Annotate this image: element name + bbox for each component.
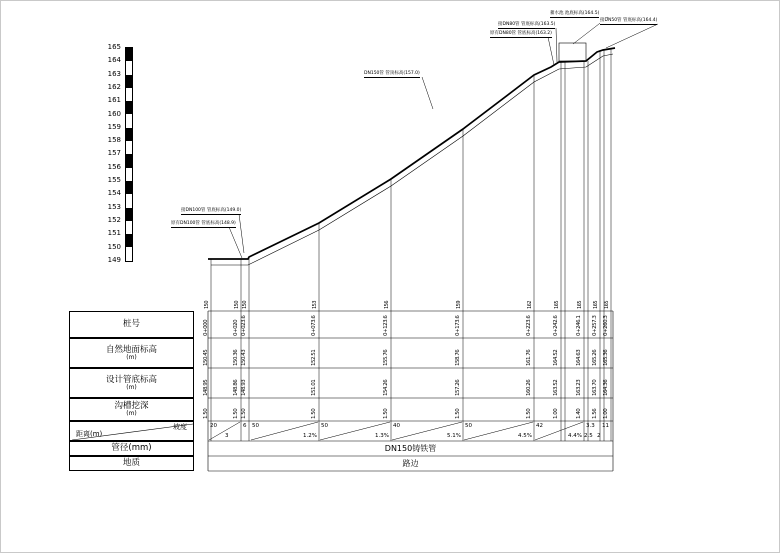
scale-bar-body (125, 47, 133, 262)
scale-bar-segment (126, 88, 132, 101)
trench-depth-value: 1.50 (455, 408, 461, 419)
station-mark: 159 (456, 300, 462, 309)
slope-value: 1.3% (375, 433, 389, 439)
scale-bar-segment (126, 194, 132, 207)
scale-tick-label: 160 (107, 109, 121, 118)
leader-annotation: DN150管 管顶标高(157.0) (364, 71, 420, 76)
scale-bar-segment (126, 128, 132, 141)
pipe-elevation-value: 163.52 (553, 379, 559, 396)
ground-elevation-value: 150.43 (241, 349, 247, 366)
ground-elevation-value: 164.63 (576, 349, 582, 366)
header-label: 设计管底标高 (105, 374, 157, 385)
pipe-elevation-value: 157.26 (455, 379, 461, 396)
trench-depth-value: 1.40 (576, 408, 582, 419)
slope-value: 3 (225, 433, 229, 439)
station-mark: 165 (577, 300, 583, 309)
leader-line (556, 28, 557, 62)
station-mark: 165 (554, 300, 560, 309)
station-mark: 162 (527, 300, 533, 309)
pipe-elevation-value: 163.70 (592, 379, 598, 396)
station-chainage: 0+223.6 (526, 315, 532, 336)
scale-tick-label: 153 (107, 202, 121, 211)
scale-bar-segment (126, 101, 132, 114)
scale-bar-segment (126, 221, 132, 234)
scale-tick-label: 152 (107, 215, 121, 224)
scale-tick-label: 157 (107, 149, 121, 158)
station-chainage: 0+246.1 (576, 315, 582, 336)
trench-depth-value: 1.50 (233, 408, 239, 419)
scale-tick-label: 151 (107, 229, 121, 238)
scale-bar-segment (126, 208, 132, 221)
pipe-elevation-value: 148.95 (203, 379, 209, 396)
station-mark: 156 (384, 300, 390, 309)
leader-line (229, 227, 242, 258)
scale-tick-label: 156 (107, 162, 121, 171)
trench-depth-value: 1.50 (241, 408, 247, 419)
header-label: 沟槽挖深 (114, 401, 149, 411)
scale-bar-segment (126, 248, 132, 261)
ground-elevation-value: 165.26 (592, 349, 598, 366)
station-chainage: 0+020 (233, 319, 239, 336)
station-chainage: 0+242.6 (553, 315, 559, 336)
ground-profile-line (208, 48, 615, 259)
ground-elevation-value: 164.52 (553, 349, 559, 366)
pipe-elevation-value: 151.01 (311, 379, 317, 396)
pipe-elevation-value: 154.26 (383, 379, 389, 396)
station-chainage: 0+257.3 (592, 315, 598, 336)
pipe-elevation-value: 160.26 (526, 379, 532, 396)
scale-tick-label: 159 (107, 122, 121, 131)
ground-elevation-value: 165.36 (603, 349, 609, 366)
leader-annotation: 蓄水池 池底标高(164.5) (550, 11, 600, 16)
ground-elevation-value: 155.76 (383, 349, 389, 366)
station-chainage: 0+173.6 (455, 315, 461, 336)
scale-tick-label: 149 (107, 255, 121, 264)
distance-value: 50 (321, 423, 328, 429)
ground-elevation-value: 158.76 (455, 349, 461, 366)
header-label: 桩号 (122, 319, 140, 329)
slope-value: 4.4% (568, 433, 582, 439)
leader-annotation: 接DN100管 管底标高(149.0) (181, 208, 242, 213)
header-row-3 (69, 398, 194, 421)
scale-tick-label: 164 (107, 56, 121, 65)
scale-tick-label: 154 (107, 189, 121, 198)
header-row-6 (69, 456, 194, 471)
outlet-structure (559, 43, 586, 61)
trench-depth-value: 1.50 (526, 408, 532, 419)
scale-bar-segment (126, 154, 132, 167)
header-distance-label: 距离(m) (76, 430, 103, 438)
station-chainage: 0+073.6 (311, 315, 317, 336)
scale-bar-segment (126, 115, 132, 128)
pipe-elevation-value: 148.86 (233, 379, 239, 396)
distance-value: 11 (602, 423, 609, 429)
pipe-elevation-value: 164.36 (603, 379, 609, 396)
station-mark: 150 (204, 300, 210, 309)
scale-bar-segment (126, 234, 132, 247)
distance-value: 6 (243, 423, 247, 429)
trench-depth-value: 1.00 (603, 408, 609, 419)
slope-value: 1.2% (303, 433, 317, 439)
leader-annotation: 接DN80管 管底标高(163.5) (498, 22, 556, 27)
ground-elevation-value: 150.36 (233, 349, 239, 366)
pipe-elevation-value: 163.23 (576, 379, 582, 396)
scale-bar-segment (126, 181, 132, 194)
station-mark: 165 (604, 300, 610, 309)
trench-depth-value: 1.50 (203, 408, 209, 419)
scale-bar-segment (126, 61, 132, 74)
scale-tick-label: 162 (107, 82, 121, 91)
header-label: 自然地面标高 (105, 344, 157, 355)
leader-line (239, 214, 244, 253)
ground-elevation-value: 161.76 (526, 349, 532, 366)
pipe-profile-line (211, 54, 613, 265)
header-row-0 (69, 311, 194, 338)
leader-line (422, 77, 433, 109)
pipe-spec-cell (208, 442, 613, 455)
scale-bar-segment (126, 141, 132, 154)
scale-tick-label: 163 (107, 69, 121, 78)
scale-bar-segment (126, 168, 132, 181)
distance-value: 20 (210, 423, 217, 429)
header-row-2 (69, 368, 194, 398)
station-chainage: 0+123.6 (383, 315, 389, 336)
leader-annotation: 接DN50管 管底标高(164.4) (600, 18, 658, 23)
header-unit: (m) (126, 383, 137, 391)
station-chainage: 0+260.3 (603, 315, 609, 336)
scale-bar-segment (126, 48, 132, 61)
slope-value: 2 (597, 433, 601, 439)
distance-value: 42 (536, 423, 543, 429)
header-label: 地质 (122, 458, 140, 468)
slope-value: 5.1% (447, 433, 461, 439)
pipe-spec-label: DN150铸铁管 (384, 444, 437, 453)
trench-depth-value: 1.50 (311, 408, 317, 419)
trench-depth-value: 1.50 (383, 408, 389, 419)
header-slope-label: 坡度 (173, 423, 187, 431)
pipe-elevation-value: 148.93 (241, 379, 247, 396)
location-label: 路边 (402, 459, 419, 468)
scale-bar-segment (126, 75, 132, 88)
ground-elevation-value: 150.45 (203, 349, 209, 366)
trench-depth-value: 1.00 (553, 408, 559, 419)
station-mark: 153 (312, 300, 318, 309)
leader-annotation: 原有DN100管 管底标高(148.9) (171, 221, 236, 226)
header-label: 管径(mm) (111, 443, 152, 453)
distance-value: 50 (465, 423, 472, 429)
header-row-5 (69, 441, 194, 456)
scale-tick-label: 158 (107, 136, 121, 145)
leader-annotation: 原有DN80管 管底标高(163.2) (490, 31, 552, 36)
distance-value: 3.3 (586, 423, 595, 429)
scale-tick-label: 150 (107, 242, 121, 251)
station-mark: 150 (242, 300, 248, 309)
station-mark: 150 (234, 300, 240, 309)
leader-line (606, 24, 658, 48)
header-unit: (m) (126, 410, 137, 417)
scale-tick-label: 155 (107, 176, 121, 184)
trench-depth-value: 1.56 (592, 408, 598, 419)
location-cell (208, 457, 613, 470)
scale-tick-label: 161 (107, 96, 121, 105)
scale-tick-label: 165 (107, 43, 121, 51)
distance-value: 50 (252, 423, 259, 429)
leader-line (548, 37, 554, 65)
slope-value: 2.5 (584, 433, 593, 439)
distance-value: 40 (393, 423, 400, 429)
slope-value: 4.5% (518, 433, 532, 439)
station-chainage: 0+000 (203, 319, 209, 336)
station-mark: 165 (593, 300, 599, 309)
ground-elevation-value: 152.51 (311, 349, 317, 366)
header-row-1 (69, 338, 194, 368)
header-unit: (m) (126, 353, 137, 361)
header-row-4 (69, 421, 194, 441)
station-chainage: 0+023.6 (241, 315, 247, 336)
